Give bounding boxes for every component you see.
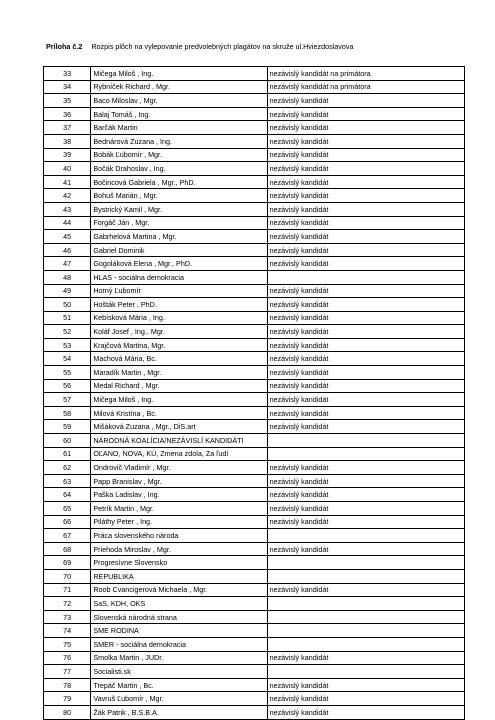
candidate-name-cell: Slovenská národná strana [91,610,267,624]
candidate-note-cell: nezávislý kandidát [267,379,464,393]
table-row [44,243,465,257]
candidate-name-cell: SaS, KDH, OKS [91,597,267,611]
row-number-cell: 50 [44,298,91,312]
row-number-cell: 62 [44,461,91,475]
candidate-name-cell: SME RODINA [91,624,267,638]
candidate-name-cell: NÁRODNÁ KOALÍCIA/NEZÁVISLÍ KANDIDÁTI [91,434,267,448]
candidate-note-cell: nezávislý kandidát [267,243,464,257]
row-number-cell: 35 [44,94,91,108]
candidate-note-cell: nezávislý kandidát [267,406,464,420]
table-row [44,257,465,271]
candidate-name-cell: Bočincová Gabriela , Mgr., PhD. [91,175,267,189]
row-number-cell: 55 [44,366,91,380]
candidate-note-cell: nezávislý kandidát [267,515,464,529]
table-row [44,230,465,244]
row-number-cell: 76 [44,651,91,665]
attachment-label: Príloha č.2 [46,42,83,51]
table-row [44,270,465,284]
candidate-note-cell: nezávislý kandidát [267,678,464,692]
row-number-cell: 41 [44,175,91,189]
row-number-cell: 49 [44,284,91,298]
row-number-cell: 77 [44,665,91,679]
candidate-note-cell: nezávislý kandidát [267,488,464,502]
table-row [44,94,465,108]
table-row [44,665,465,679]
candidate-name-cell: Kebísková Mária , Ing. [91,311,267,325]
row-number-cell: 58 [44,406,91,420]
candidate-note-cell: nezávislý kandidát [267,461,464,475]
table-row [44,216,465,230]
table-row [44,447,465,461]
table-row [44,434,465,448]
candidate-name-cell: Piláthy Peter , Ing. [91,515,267,529]
table-row [44,148,465,162]
row-number-cell: 73 [44,610,91,624]
candidate-name-cell: Gogoláková Elena , Mgr., PhD. [91,257,267,271]
document-title: Rozpis plôch na vylepovanie predvolebných plagátov na skruže ul.Hviezdoslavova [91,42,354,51]
candidate-note-cell [267,597,464,611]
candidate-name-cell: Balaj Tomáš , Ing. [91,107,267,121]
candidate-note-cell: nezávislý kandidát [267,202,464,216]
table-row [44,189,465,203]
candidate-note-cell: nezávislý kandidát [267,175,464,189]
table-row [44,556,465,570]
table-row [44,175,465,189]
candidate-note-cell: nezávislý kandidát [267,257,464,271]
row-number-cell: 59 [44,420,91,434]
table-row [44,107,465,121]
row-number-cell: 42 [44,189,91,203]
row-number-cell: 36 [44,107,91,121]
table-row [44,80,465,94]
table-row [44,692,465,706]
candidate-name-cell: Ondrovič Vladimír , Mgr. [91,461,267,475]
candidate-name-cell: Krajčová Martina, Mgr. [91,338,267,352]
row-number-cell: 64 [44,488,91,502]
row-number-cell: 63 [44,474,91,488]
table-row [44,624,465,638]
candidate-name-cell: Socialisti.sk [91,665,267,679]
candidate-name-cell: Gabriel Dominik [91,243,267,257]
table-row [44,406,465,420]
candidate-note-cell: nezávislý kandidát [267,692,464,706]
candidate-note-cell [267,569,464,583]
candidate-name-cell: Mišáková Zuzana , Mgr., DiS.art [91,420,267,434]
candidate-note-cell: nezávislý kandidát [267,311,464,325]
candidate-name-cell: Trepáč Martin , Bc. [91,678,267,692]
candidate-note-cell: nezávislý kandidát [267,651,464,665]
row-number-cell: 75 [44,637,91,651]
candidate-note-cell: nezávislý kandidát [267,189,464,203]
table-row [44,366,465,380]
candidate-note-cell: nezávislý kandidát [267,583,464,597]
candidate-note-cell [267,447,464,461]
candidate-note-cell [267,665,464,679]
row-number-cell: 69 [44,556,91,570]
row-number-cell: 43 [44,202,91,216]
row-number-cell: 48 [44,270,91,284]
candidate-name-cell: Mičega Miloš , Ing. [91,67,267,81]
table-row [44,705,465,719]
row-number-cell: 67 [44,529,91,543]
candidate-name-cell: Papp Branislav , Mgr. [91,474,267,488]
table-row [44,597,465,611]
candidate-name-cell: Hošták Peter , PhD. [91,298,267,312]
table-row [44,325,465,339]
row-number-cell: 72 [44,597,91,611]
candidate-name-cell: Barčák Martin [91,121,267,135]
row-number-cell: 57 [44,393,91,407]
row-number-cell: 54 [44,352,91,366]
candidate-note-cell: nezávislý kandidát [267,94,464,108]
candidate-note-cell: nezávislý kandidát [267,230,464,244]
candidate-name-cell: Priehoda Miroslav , Mgr. [91,542,267,556]
candidate-name-cell: Práca slovenského národa [91,529,267,543]
candidate-note-cell: nezávislý kandidát [267,325,464,339]
candidate-name-cell: Machová Mária, Bc. [91,352,267,366]
table-row [44,651,465,665]
candidate-name-cell: Petrík Martin , Mgr. [91,502,267,516]
row-number-cell: 38 [44,134,91,148]
table-row [44,311,465,325]
row-number-cell: 78 [44,678,91,692]
candidate-name-cell: Smolka Martin , JUDr. [91,651,267,665]
row-number-cell: 40 [44,162,91,176]
candidate-name-cell: Paška Ladislav , Ing. [91,488,267,502]
row-number-cell: 51 [44,311,91,325]
candidate-note-cell: nezávislý kandidát [267,121,464,135]
table-row [44,420,465,434]
candidate-name-cell: Bystrický Kamil , Mgr. [91,202,267,216]
candidate-note-cell: nezávislý kandidát [267,366,464,380]
candidate-name-cell: Rybníček Richard , Mgr. [91,80,267,94]
table-row [44,121,465,135]
candidate-name-cell: SMER - sociálna demokracia [91,637,267,651]
table-row [44,162,465,176]
candidate-note-cell: nezávislý kandidát [267,420,464,434]
candidate-note-cell [267,529,464,543]
row-number-cell: 61 [44,447,91,461]
candidate-name-cell: Forgáč Ján , Mgr. [91,216,267,230]
candidate-name-cell: Žák Patrik , B.S.B.A. [91,705,267,719]
candidate-name-cell: Baco Miloslav , Mgr. [91,94,267,108]
candidate-note-cell: nezávislý kandidát na primátora [267,67,464,81]
candidate-name-cell: Roob Cvancigerová Michaela , Mgr. [91,583,267,597]
row-number-cell: 71 [44,583,91,597]
candidate-note-cell [267,610,464,624]
candidate-name-cell: Gabrhelová Martina , Mgr. [91,230,267,244]
candidate-note-cell: nezávislý kandidát [267,338,464,352]
row-number-cell: 37 [44,121,91,135]
candidate-name-cell: Koláf Josef , Ing., Mgr. [91,325,267,339]
candidate-note-cell: nezávislý kandidát [267,134,464,148]
candidate-name-cell: Bobák Ľubomír , Mgr. [91,148,267,162]
table-row [44,542,465,556]
row-number-cell: 79 [44,692,91,706]
candidate-note-cell: nezávislý kandidát [267,705,464,719]
poster-allocation-table [43,66,465,720]
table-row [44,393,465,407]
row-number-cell: 80 [44,705,91,719]
table-row [44,583,465,597]
row-number-cell: 70 [44,569,91,583]
candidate-note-cell: nezávislý kandidát [267,393,464,407]
candidate-name-cell: Progresívne Slovensko [91,556,267,570]
table-row [44,488,465,502]
candidate-note-cell: nezávislý kandidát [267,148,464,162]
candidate-note-cell: nezávislý kandidát na primátora [267,80,464,94]
table-row [44,67,465,81]
row-number-cell: 68 [44,542,91,556]
candidate-note-cell: nezávislý kandidát [267,162,464,176]
candidate-note-cell [267,624,464,638]
table-row [44,284,465,298]
candidate-note-cell: nezávislý kandidát [267,284,464,298]
table-row [44,298,465,312]
candidate-note-cell [267,434,464,448]
row-number-cell: 45 [44,230,91,244]
table-row [44,461,465,475]
candidate-note-cell [267,270,464,284]
table-row [44,678,465,692]
row-number-cell: 60 [44,434,91,448]
candidate-note-cell: nezávislý kandidát [267,474,464,488]
candidate-note-cell: nezávislý kandidát [267,216,464,230]
table-row [44,134,465,148]
document-caption [46,42,353,51]
candidate-name-cell: Horný Ľubomír [91,284,267,298]
candidate-name-cell: Bočák Drahoslav , Ing. [91,162,267,176]
row-number-cell: 74 [44,624,91,638]
table-row [44,569,465,583]
candidate-note-cell: nezávislý kandidát [267,542,464,556]
table-row [44,515,465,529]
row-number-cell: 39 [44,148,91,162]
row-number-cell: 53 [44,338,91,352]
table-row [44,637,465,651]
candidate-name-cell: HLAS - sociálna demokracia [91,270,267,284]
candidate-name-cell: OĽANO, NOVA, KÚ, Zmena zdola, Za ľudí [91,447,267,461]
candidate-name-cell: Vavruš Ľubomír , Mgr. [91,692,267,706]
row-number-cell: 33 [44,67,91,81]
table-row [44,502,465,516]
table-row [44,379,465,393]
row-number-cell: 44 [44,216,91,230]
candidate-name-cell: Bohuš Marián , Mgr. [91,189,267,203]
row-number-cell: 34 [44,80,91,94]
table-row [44,338,465,352]
candidate-note-cell: nezávislý kandidát [267,298,464,312]
candidate-name-cell: Bednárová Zuzana , Ing. [91,134,267,148]
candidate-name-cell: Mičega Miloš , Ing. [91,393,267,407]
table-row [44,202,465,216]
row-number-cell: 56 [44,379,91,393]
candidate-name-cell: Milová Kristína , Bc. [91,406,267,420]
row-number-cell: 52 [44,325,91,339]
candidate-note-cell [267,637,464,651]
row-number-cell: 46 [44,243,91,257]
table-row [44,474,465,488]
candidate-name-cell: Maradík Martin , Mgr. [91,366,267,380]
table-row [44,352,465,366]
candidate-note-cell: nezávislý kandidát [267,107,464,121]
row-number-cell: 47 [44,257,91,271]
candidate-name-cell: REPUBLIKA [91,569,267,583]
table-row [44,610,465,624]
row-number-cell: 65 [44,502,91,516]
table-row [44,529,465,543]
candidate-note-cell: nezávislý kandidát [267,352,464,366]
candidate-note-cell: nezávislý kandidát [267,502,464,516]
candidate-name-cell: Medal Richard , Mgr. [91,379,267,393]
candidate-note-cell [267,556,464,570]
row-number-cell: 66 [44,515,91,529]
